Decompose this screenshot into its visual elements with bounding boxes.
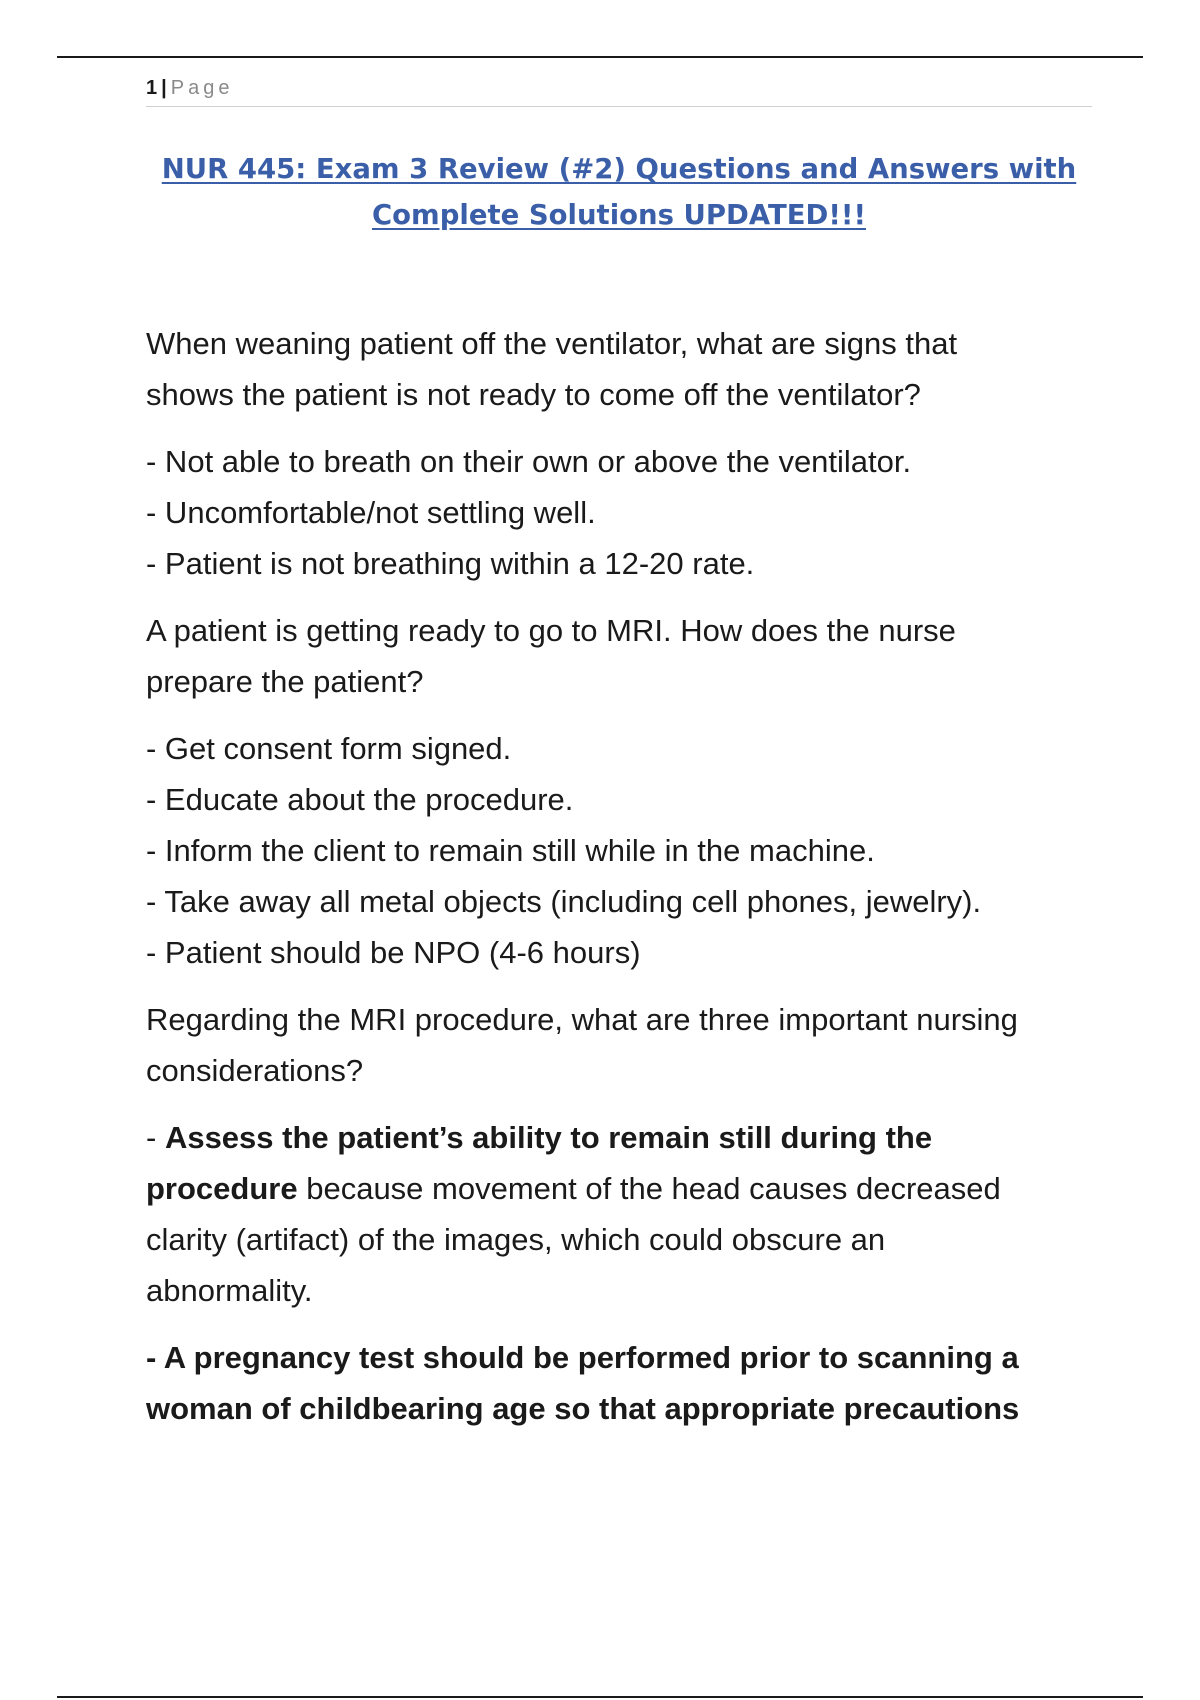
answer-3-paragraph-1: [146, 1112, 1106, 1316]
page-header: [146, 74, 1092, 107]
question-2-line-2: prepare the patient?: [146, 664, 424, 699]
question-2-line-1: A patient is getting ready to go to MRI. How does the nurse: [146, 613, 956, 648]
answer-2-list: [146, 723, 1106, 978]
title-line-2: Complete Solutions UPDATED!!!: [371, 199, 866, 231]
question-1: [146, 318, 1106, 420]
answer-3-2-line-1: - A pregnancy test should be performed prior to scanning a: [146, 1340, 1019, 1375]
question-2: [146, 605, 1106, 707]
answer-3-1-line-3: clarity (artifact) of the images, which could obscure an: [146, 1222, 886, 1257]
document-title: [146, 146, 1092, 238]
body-text: because movement of the head causes decreased: [297, 1171, 1001, 1206]
page-label: Page: [170, 77, 234, 99]
page-number: 1: [146, 77, 158, 99]
list-item: - Get consent form signed.: [146, 731, 512, 766]
question-3: [146, 994, 1106, 1096]
list-item: - Uncomfortable/not settling well.: [146, 495, 596, 530]
list-item: - Inform the client to remain still while in the machine.: [146, 833, 875, 868]
list-item: - Educate about the procedure.: [146, 782, 574, 817]
document-body: [146, 318, 1106, 1450]
answer-3-1-line-4: abnormality.: [146, 1273, 313, 1308]
question-1-line-1: When weaning patient off the ventilator, what are signs that: [146, 326, 958, 361]
question-1-line-2: shows the patient is not ready to come off the ventilator?: [146, 377, 921, 412]
answer-1-list: [146, 436, 1106, 589]
question-3-line-1: Regarding the MRI procedure, what are three important nursing: [146, 1002, 1018, 1037]
dash: -: [146, 1120, 165, 1155]
bottom-rule: [57, 1696, 1143, 1698]
question-3-line-2: considerations?: [146, 1053, 364, 1088]
bold-text: procedure: [146, 1171, 298, 1206]
list-item: - Not able to breath on their own or above the ventilator.: [146, 444, 912, 479]
title-line-1: NUR 445: Exam 3 Review (#2) Questions and Answers with: [161, 153, 1077, 185]
top-rule: [57, 56, 1143, 58]
bold-text: Assess the patient’s ability to remain still during the: [164, 1120, 933, 1155]
list-item: - Take away all metal objects (including cell phones, jewelry).: [146, 884, 982, 919]
answer-3-1-line-2: [146, 1163, 1106, 1214]
page-separator: |: [161, 77, 167, 99]
answer-3-1-line-1: [146, 1112, 1106, 1163]
list-item: - Patient should be NPO (4-6 hours): [146, 935, 641, 970]
list-item: - Patient is not breathing within a 12-20 rate.: [146, 546, 755, 581]
answer-3-paragraph-2: [146, 1332, 1106, 1434]
answer-3-2-line-2: woman of childbearing age so that appropriate precautions: [146, 1391, 1020, 1426]
